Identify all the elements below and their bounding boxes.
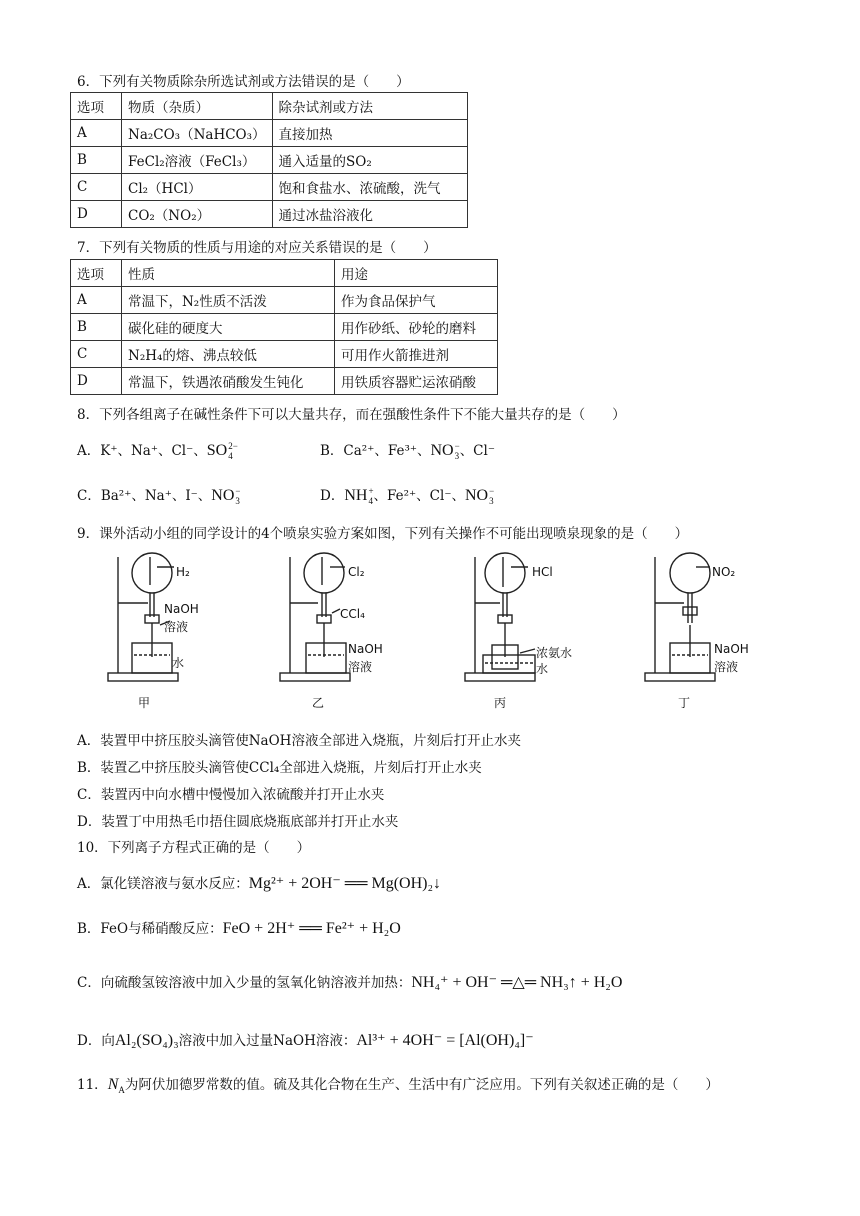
q8-option-d-mid: 、Fe²⁺、Cl⁻、 — [373, 488, 465, 504]
q6-header-option: 选项 — [71, 93, 122, 120]
fig-jia-label: NaOH — [164, 602, 199, 616]
fig-ding-label: NaOH — [714, 642, 749, 656]
q8-option-b-tail: 、Cl⁻ — [459, 443, 495, 459]
fountain-apparatus-bing — [465, 553, 535, 681]
q6-cell: Na₂CO₃（NaHCO₃） — [122, 120, 273, 147]
q7-cell: 可用作火箭推进剂 — [335, 341, 498, 368]
q6-cell: CO₂（NO₂） — [122, 201, 273, 228]
q6-table — [70, 92, 468, 228]
q8-option-b-text: B．Ca²⁺、Fe³⁺、 — [320, 443, 431, 459]
q6-header-substance: 物质（杂质） — [122, 93, 273, 120]
q6-cell: B — [71, 147, 122, 174]
q7-cell: C — [71, 341, 122, 368]
fig-jia-label: 溶液 — [164, 620, 189, 634]
q10-option-a — [77, 872, 441, 893]
q7-cell: A — [71, 287, 122, 314]
q8-option-a-ion: SO 2− 4 — [206, 441, 238, 462]
fig-bing-gas: HCl — [532, 565, 553, 579]
q10-option-d — [77, 1029, 534, 1050]
fig-jia-caption: 甲 — [138, 696, 151, 710]
fig-ding-label: 溶液 — [714, 660, 739, 674]
q7-cell: N₂H₄的熔、沸点较低 — [122, 341, 335, 368]
q8-option-d — [320, 484, 494, 506]
q6-cell: Cl₂（HCl） — [122, 174, 273, 201]
q10-option-c-equation: NH₄⁺ + OH⁻ ═△═ NH₃↑ + H₂O — [411, 974, 623, 991]
fig-yi-label: NaOH — [348, 642, 383, 656]
q7-cell: 常温下，N₂性质不活泼 — [122, 287, 335, 314]
q6-cell: 通过冰盐浴液化 — [272, 201, 467, 228]
fig-bing-label: 水 — [536, 662, 549, 676]
q7-cell: 常温下，铁遇浓硝酸发生钝化 — [122, 368, 335, 395]
q6-cell: C — [71, 174, 122, 201]
q8-option-c-text: C．Ba²⁺、Na⁺、I⁻、 — [77, 488, 212, 504]
q7-header-property: 性质 — [122, 260, 335, 287]
q6-cell: FeCl₂溶液（FeCl₃） — [122, 147, 273, 174]
q6-cell: 通入适量的SO₂ — [272, 147, 467, 174]
q7-cell: 用作砂纸、砂轮的磨料 — [335, 314, 498, 341]
q8-option-c-ion: NO − 3 — [211, 486, 241, 507]
q10-option-b — [77, 917, 401, 938]
q8-option-c — [77, 484, 240, 506]
q9-option-a: A．装置甲中挤压胶头滴管使NaOH溶液全部进入烧瓶，片刻后打开止水夹 — [77, 733, 521, 749]
q10-option-c — [77, 971, 622, 992]
q10-option-c-text: C．向硫酸氢铵溶液中加入少量的氢氧化钠溶液并加热： — [77, 975, 412, 991]
q9-option-c: C．装置丙中向水槽中慢慢加入浓硫酸并打开止水夹 — [77, 787, 385, 803]
q8-option-d-ion2: NO − 3 — [464, 486, 495, 507]
q7-table — [70, 259, 498, 395]
q6-header-method: 除杂试剂或方法 — [272, 93, 467, 120]
fig-jia-gas: H₂ — [176, 565, 190, 579]
q8-option-d-ion1: NH + 4 — [344, 486, 374, 507]
fig-ding-gas: NO₂ — [712, 565, 736, 579]
q7-cell: 作为食品保护气 — [335, 287, 498, 314]
q7-stem: 7．下列有关物质的性质与用途的对应关系错误的是（ ） — [77, 240, 437, 256]
q6-cell: 饱和食盐水、浓硫酸，洗气 — [272, 174, 467, 201]
q10-option-d-equation: Al³⁺ + 4OH⁻ = [Al(OH)₄]⁻ — [356, 1032, 534, 1049]
q7-cell: 碳化硅的硬度大 — [122, 314, 335, 341]
fig-bing-label: 浓氨水 — [536, 646, 573, 660]
q10-option-b-equation: FeO + 2H⁺ ══ Fe²⁺ + H₂O — [222, 920, 401, 937]
q7-cell: B — [71, 314, 122, 341]
fig-yi-label: 溶液 — [348, 660, 373, 674]
q10-option-b-text: B．FeO与稀硝酸反应： — [77, 921, 223, 937]
q7-cell: 用铁质容器贮运浓硝酸 — [335, 368, 498, 395]
q10-option-d-text: D．向 — [77, 1033, 115, 1049]
q7-header-option: 选项 — [71, 260, 122, 287]
q10-stem: 10．下列离子方程式正确的是（ ） — [77, 840, 311, 856]
q6-cell: 直接加热 — [272, 120, 467, 147]
q8-option-a — [77, 439, 238, 461]
q11-stem — [77, 1073, 719, 1095]
q8-option-b-ion: NO − 3 — [430, 441, 460, 462]
q7-header-use: 用途 — [335, 260, 498, 287]
fig-ding-caption: 丁 — [678, 696, 691, 710]
q10-option-a-text: A．氯化镁溶液与氨水反应： — [77, 876, 249, 892]
q11-text: 为阿伏加德罗常数的值。硫及其化合物在生产、生活中有广泛应用。下列有关叙述正确的是（ ） — [124, 1077, 719, 1093]
q9-stem: 9．课外活动小组的同学设计的4个喷泉实验方案如图，下列有关操作不可能出现喷泉现象的是（ ） — [77, 526, 689, 542]
q6-cell: A — [71, 120, 122, 147]
fountain-apparatus-jia — [108, 553, 178, 681]
q10-option-d-text2: 溶液中加入过量NaOH溶液： — [178, 1033, 357, 1049]
q11-number: 11． — [77, 1077, 108, 1093]
fig-yi-label: CCl₄ — [340, 607, 365, 621]
q10-option-a-equation: Mg²⁺ + 2OH⁻ ══ Mg(OH)₂↓ — [248, 875, 442, 892]
q6-stem: 6．下列有关物质除杂所选试剂或方法错误的是（ ） — [77, 74, 410, 90]
fountain-apparatus-ding — [645, 553, 715, 681]
fig-jia-label: 水 — [172, 656, 185, 670]
fig-yi-gas: Cl₂ — [348, 565, 365, 579]
q7-cell: D — [71, 368, 122, 395]
q8-option-b — [320, 439, 495, 461]
q8-option-a-text: A．K⁺、Na⁺、Cl⁻、 — [77, 443, 207, 459]
q8-stem: 8．下列各组离子在碱性条件下可以大量共存，而在强酸性条件下不能大量共存的是（ ） — [77, 407, 626, 423]
q9-apparatus-figure — [90, 545, 770, 715]
q9-option-d: D．装置丁中用热毛巾捂住圆底烧瓶底部并打开止水夹 — [77, 814, 399, 830]
fig-bing-caption: 丙 — [494, 696, 507, 710]
q10-option-d-salt: Al₂(SO₄)₃ — [114, 1032, 179, 1049]
q6-cell: D — [71, 201, 122, 228]
q9-option-b: B．装置乙中挤压胶头滴管使CCl₄全部进入烧瓶，片刻后打开止水夹 — [77, 760, 482, 776]
fig-yi-caption: 乙 — [312, 696, 325, 710]
q8-option-d-text: D． — [320, 488, 345, 504]
q11-symbol: $N_A$ — [107, 1076, 125, 1096]
